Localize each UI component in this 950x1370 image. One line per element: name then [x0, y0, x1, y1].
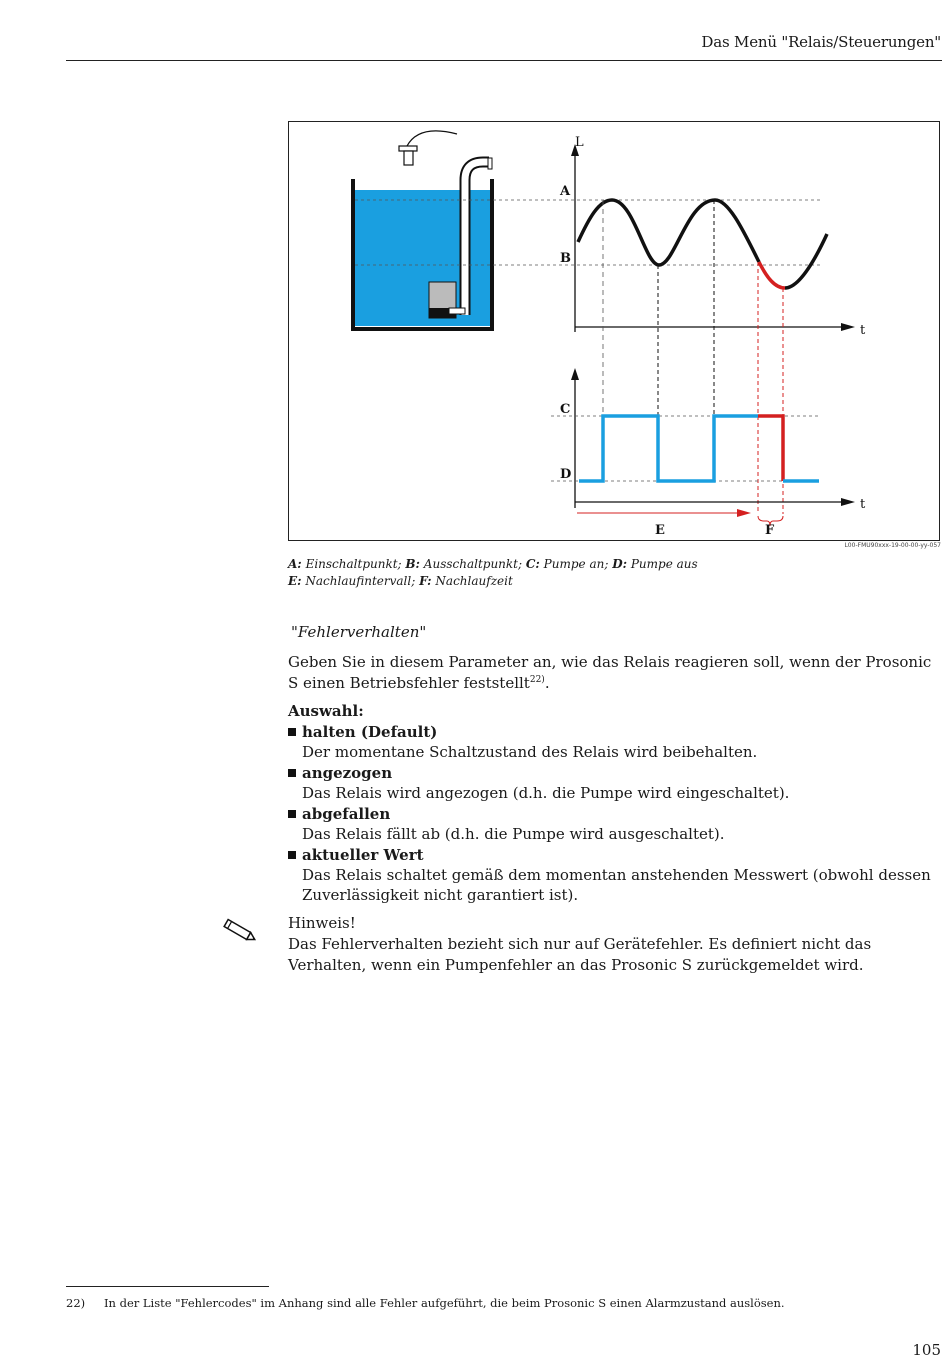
sensor-icon — [399, 131, 457, 165]
footnote-rule — [66, 1286, 269, 1287]
figure-caption-line1: A: Einschaltpunkt; B: Ausschaltpunkt; C: Pumpe an; D: Pumpe aus — [288, 557, 698, 571]
label-B: B — [560, 251, 571, 266]
option-abgefallen: abgefallen Das Relais fällt ab (d.h. die Pumpe wird ausgeschaltet). — [288, 804, 943, 844]
label-D: D — [560, 467, 572, 482]
label-L: L — [575, 135, 584, 150]
note-title: Hinweis! — [288, 914, 356, 932]
figure — [288, 121, 940, 541]
option-halten: halten (Default) Der momentane Schaltzustand des Relais wird beibehalten. — [288, 722, 943, 762]
parameter-title: "Fehlerverhalten" — [291, 623, 427, 641]
label-E: E — [655, 523, 665, 538]
relay-diagram — [289, 122, 940, 541]
figure-caption-line2: E: Nachlaufintervall; F: Nachlaufzeit — [288, 574, 513, 588]
label-t-bottom: t — [860, 497, 866, 512]
pencil-icon — [220, 915, 260, 947]
option-aktueller-wert: aktueller Wert Das Relais schaltet gemäß dem momentan anstehenden Messwert (obwohl dessen Zuverlässigkeit nicht garantiert ist). — [288, 845, 943, 905]
bullet-icon — [288, 851, 296, 859]
pump-signal-fault — [758, 416, 783, 481]
intro-paragraph: Geben Sie in diesem Parameter an, wie das Relais reagieren soll, wenn der Prosonic S einen Betriebsfehler feststellt$^{22)}$. — [288, 653, 932, 692]
header-rule — [66, 60, 942, 61]
label-F: F — [765, 523, 775, 538]
label-A: A — [560, 184, 571, 199]
bullet-icon — [288, 810, 296, 818]
auswahl-label: Auswahl: — [288, 702, 364, 720]
figure-id: L00-FMU90xxx-19-00-00-yy-057 — [844, 542, 941, 549]
bullet-icon — [288, 728, 296, 736]
label-C: C — [560, 402, 571, 417]
label-t-top: t — [860, 323, 866, 338]
pump-signal — [579, 416, 758, 481]
level-curve — [578, 200, 759, 265]
page-number: 105 — [912, 1341, 941, 1359]
tank-illustration — [353, 131, 492, 329]
footnote-ref: 22) — [529, 675, 545, 685]
option-angezogen: angezogen Das Relais wird angezogen (d.h. die Pumpe wird eingeschaltet). — [288, 763, 943, 803]
footnote: 22) In der Liste "Fehlercodes" im Anhang sind alle Fehler aufgeführt, die beim Prosonic S einen Alarmzustand auslösen. — [66, 1296, 785, 1310]
note-text: Das Fehlerverhalten bezieht sich nur auf Gerätefehler. Es definiert nicht das Verhalten, wenn ein Pumpenfehler an das Prosonic S zurückgemeldet wird. — [288, 935, 872, 974]
page-header-title: Das Menü "Relais/Steuerungen" — [701, 33, 941, 51]
bullet-icon — [288, 769, 296, 777]
level-curve-fault — [759, 262, 785, 288]
